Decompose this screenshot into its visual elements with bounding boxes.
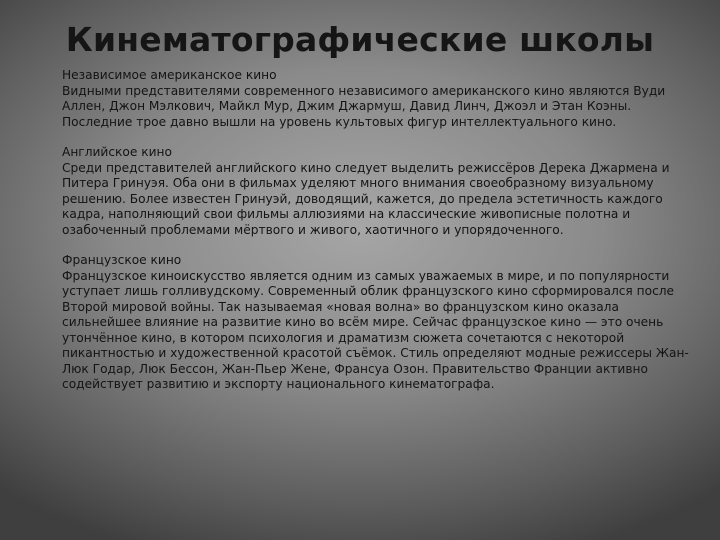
section-american-independent-cinema bbox=[62, 68, 690, 130]
section-body: Французское киноискусство является одним из самых уважаемых в мире, и по популярности уступает лишь голливудскому. Современный облик французского кино сформировался после Второй мировой войны. Так называемая «новая волна» во французском кино оказала сильнейшее влияние на развитие кино во всём мире. Сейчас французское кино — это очень утончённое кино, в котором психология и драматизм сюжета сочетаются с некоторой пикантностью и художественной красотой съёмок. Стиль определяют модные режиссеры Жан-Люк Годар, Люк Бессон, Жан-Пьер Жене, Франсуа Озон. Правительство Франции активно содействует развитию и экспорту национального кинематографа. bbox=[62, 268, 689, 391]
section-body: Видными представителями современного независимого американского кино являются Вуди Аллен, Джон Мэлкович, Майкл Мур, Джим Джармуш, Давид Линч, Джоэл и Этан Коэны. Последние трое давно вышли на уровень культовых фигур интеллектуального кино. bbox=[62, 83, 666, 129]
section-heading: Английское кино bbox=[62, 145, 172, 159]
slide-title: Кинематографические школы bbox=[65, 20, 655, 59]
section-english-cinema bbox=[62, 145, 690, 238]
section-body: Среди представителей английского кино следует выделить режиссёров Дерека Джармена и Питера Гринуэя. Оба они в фильмах уделяют много внимания своеобразному визуальному решению. Более известен Гринуэй, доводящий, кажется, до предела эстетичность каждого кадра, наполняющий свои фильмы аллюзиями на классические живописные полотна и озабоченный проблемами мёртвого и живого, хаотичного и упорядоченного. bbox=[62, 160, 670, 237]
slide-content bbox=[62, 68, 690, 408]
section-heading: Независимое американское кино bbox=[62, 68, 277, 82]
section-french-cinema bbox=[62, 253, 690, 393]
section-heading: Французское кино bbox=[62, 253, 182, 267]
